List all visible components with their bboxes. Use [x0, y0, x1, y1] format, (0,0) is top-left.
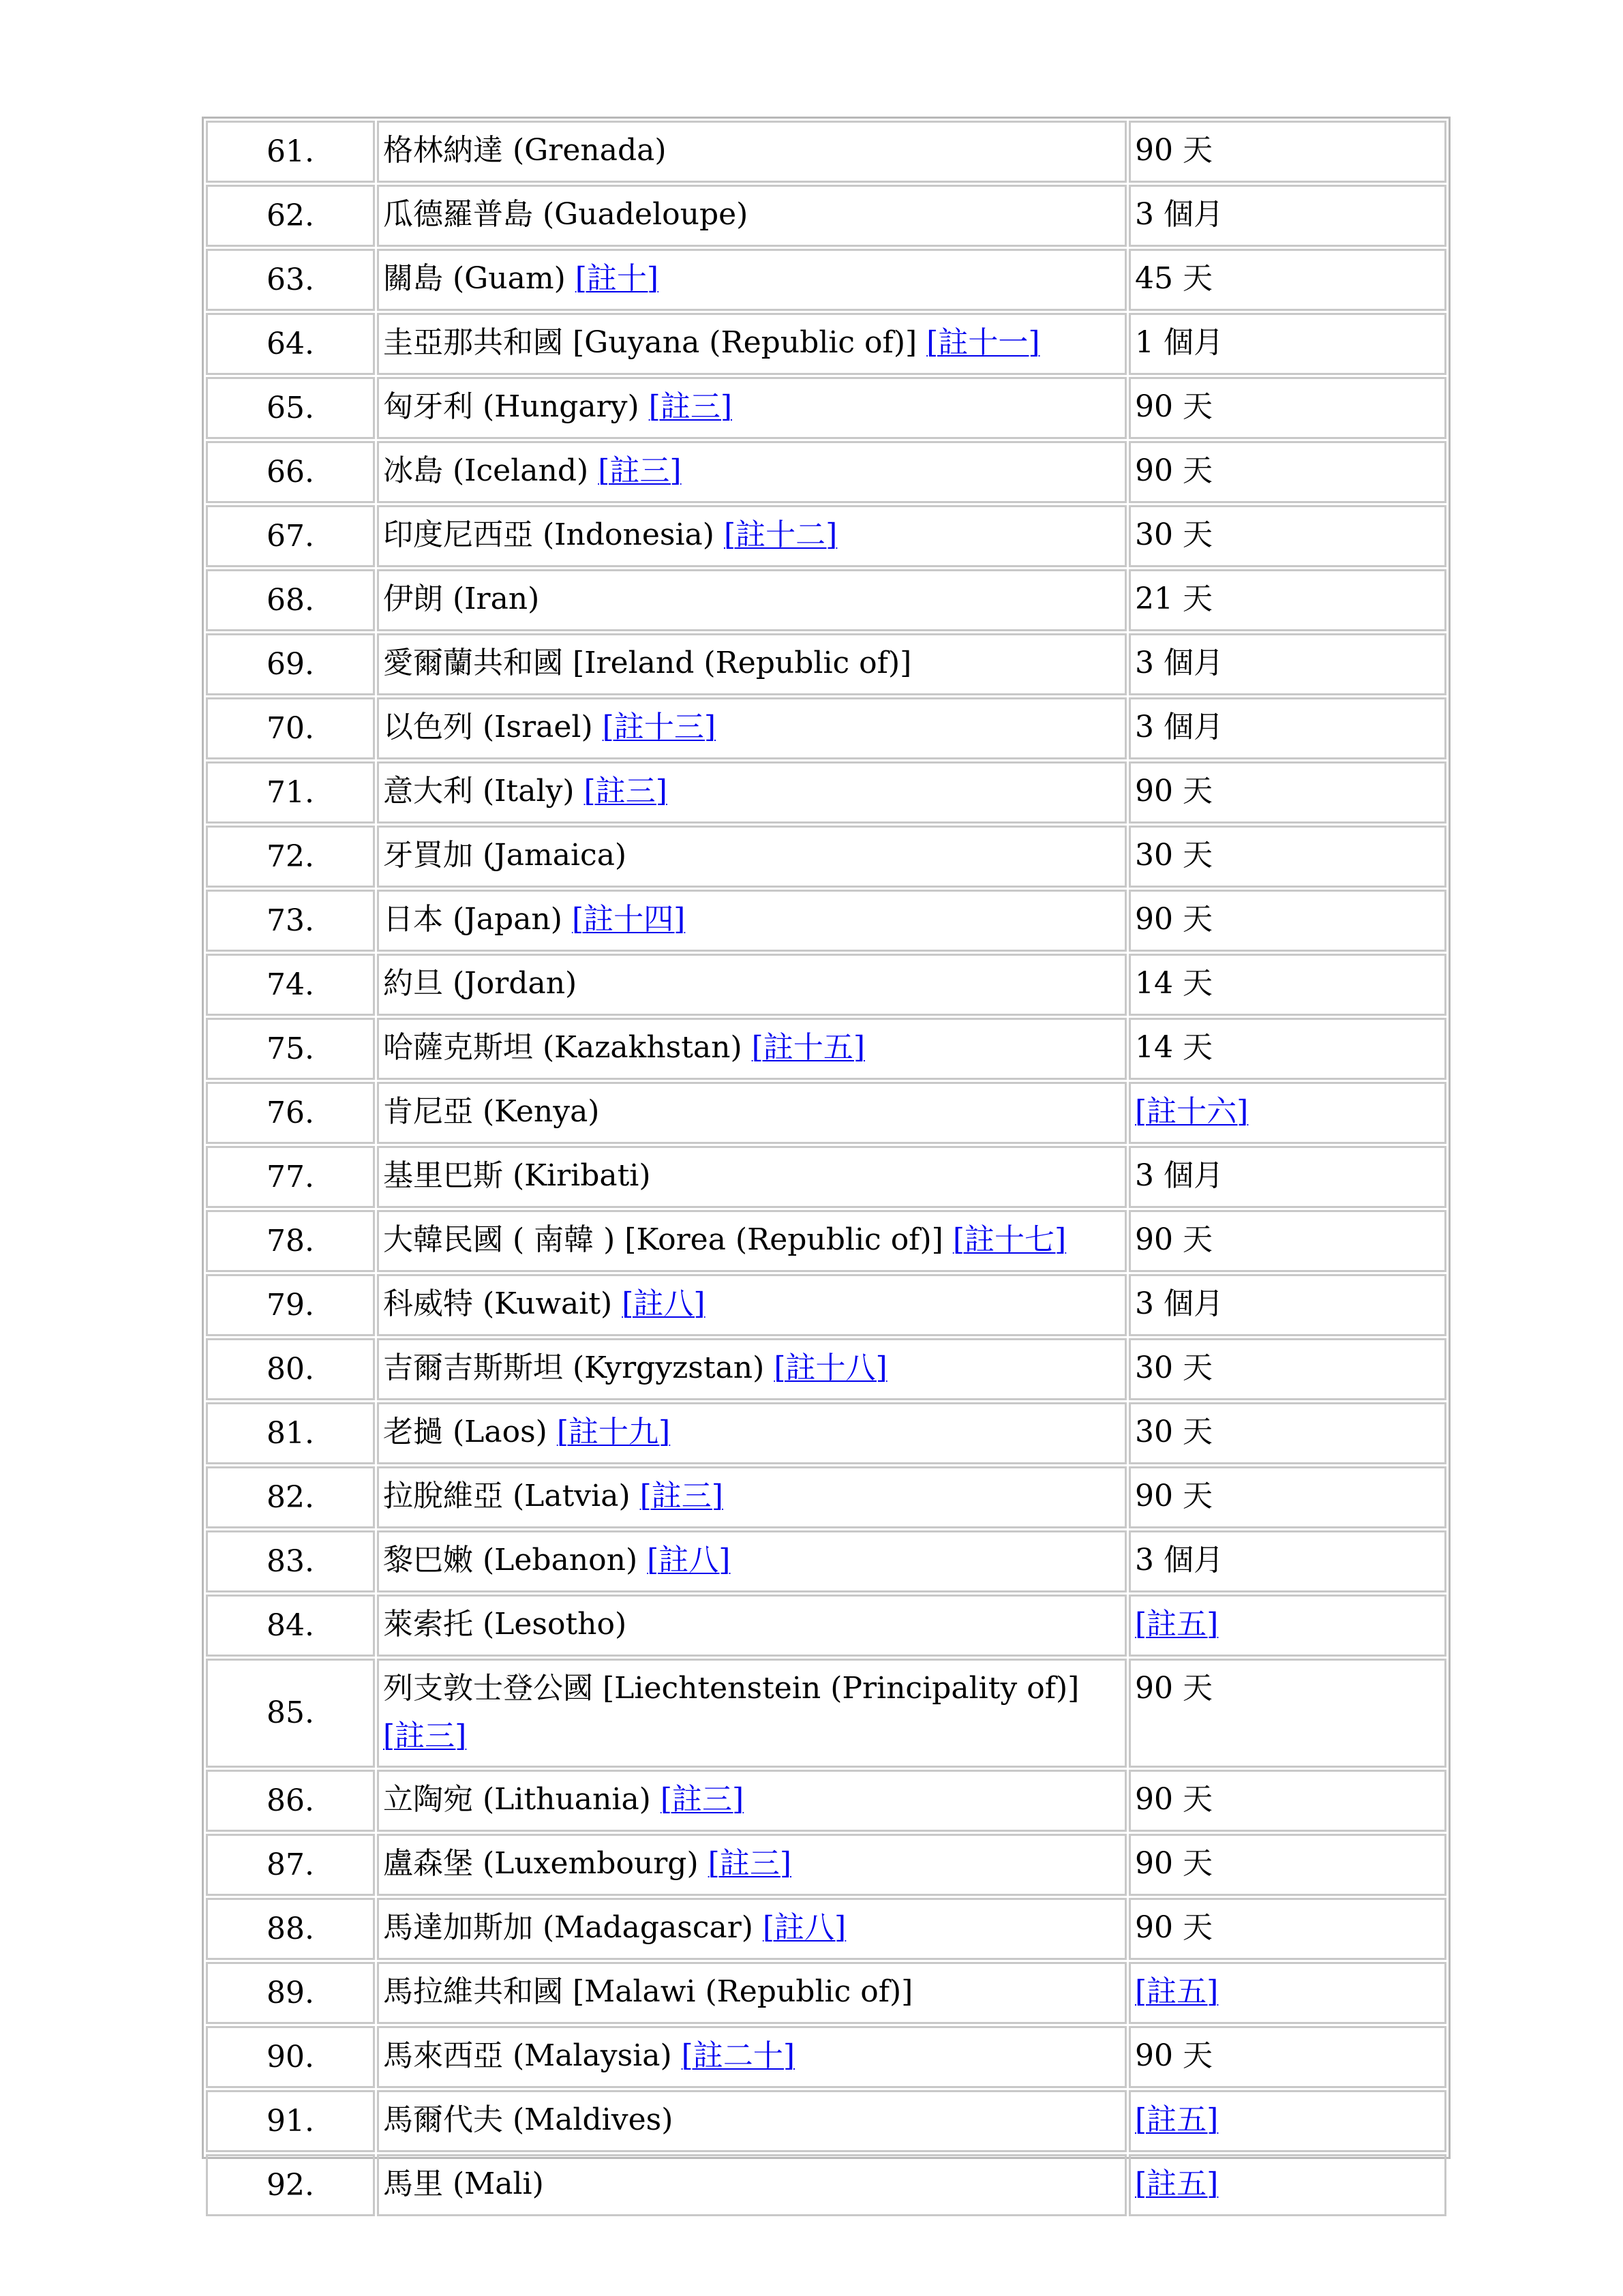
stay-duration: 90 天	[1135, 133, 1213, 168]
stay-duration: 30 天	[1135, 1350, 1213, 1385]
stay-duration-cell	[1129, 633, 1446, 695]
row-number: 75.	[206, 1018, 375, 1080]
row-number: 91.	[206, 2090, 375, 2152]
table-row	[206, 505, 1446, 567]
stay-note-link[interactable]: [註五]	[1135, 1974, 1219, 2009]
row-number: 64.	[206, 313, 375, 375]
table-row	[206, 1898, 1446, 1960]
row-number: 61.	[206, 121, 375, 183]
table-row	[206, 697, 1446, 759]
country-cell	[377, 313, 1127, 375]
country-name: 日本 (Japan)	[383, 902, 562, 937]
note-link[interactable]: [註十七]	[952, 1222, 1067, 1257]
country-name: 大韓民國 ( 南韓 ) [Korea (Republic of)]	[383, 1222, 943, 1257]
stay-duration: 1 個月	[1135, 325, 1224, 360]
stay-duration-cell	[1129, 1659, 1446, 1768]
country-cell	[377, 1402, 1127, 1464]
note-link[interactable]: [註三]	[598, 453, 682, 488]
country-name: 馬里 (Mali)	[383, 2166, 544, 2201]
row-number: 78.	[206, 1210, 375, 1272]
table-row	[206, 313, 1446, 375]
row-number: 90.	[206, 2026, 375, 2088]
stay-duration-cell	[1129, 313, 1446, 375]
row-number: 65.	[206, 377, 375, 439]
stay-duration: 90 天	[1135, 1782, 1213, 1817]
row-number: 88.	[206, 1898, 375, 1960]
note-link[interactable]: [註八]	[647, 1543, 731, 1577]
country-name: 基里巴斯 (Kiribati)	[383, 1158, 651, 1193]
table-row	[206, 121, 1446, 183]
country-cell	[377, 954, 1127, 1016]
note-link[interactable]: [註三]	[660, 1782, 744, 1817]
table-row	[206, 1770, 1446, 1832]
country-name: 瓜德羅普島 (Guadeloupe)	[383, 197, 748, 232]
country-cell	[377, 1898, 1127, 1960]
stay-duration-cell	[1129, 761, 1446, 824]
table-row	[206, 2154, 1446, 2216]
row-number: 63.	[206, 249, 375, 311]
country-cell	[377, 569, 1127, 631]
stay-duration-cell	[1129, 1898, 1446, 1960]
table-row	[206, 1018, 1446, 1080]
country-cell	[377, 1274, 1127, 1336]
stay-duration-cell	[1129, 1082, 1446, 1144]
stay-duration-cell	[1129, 1466, 1446, 1528]
country-cell	[377, 761, 1127, 824]
row-number: 82.	[206, 1466, 375, 1528]
country-name: 老撾 (Laos)	[383, 1415, 547, 1449]
stay-duration-cell	[1129, 2026, 1446, 2088]
country-cell	[377, 826, 1127, 888]
country-name: 約旦 (Jordan)	[383, 966, 577, 1001]
stay-duration: 90 天	[1135, 453, 1213, 488]
row-number: 80.	[206, 1338, 375, 1400]
stay-duration: 90 天	[1135, 1846, 1213, 1881]
table-row	[206, 1082, 1446, 1144]
row-number: 72.	[206, 826, 375, 888]
stay-duration-cell	[1129, 1210, 1446, 1272]
stay-duration-cell	[1129, 1962, 1446, 2024]
row-number: 84.	[206, 1595, 375, 1657]
stay-duration: 30 天	[1135, 517, 1213, 552]
note-link[interactable]: [註三]	[648, 389, 732, 424]
country-cell	[377, 2154, 1127, 2216]
stay-duration: 90 天	[1135, 389, 1213, 424]
stay-duration: 30 天	[1135, 838, 1213, 873]
stay-duration-cell	[1129, 1274, 1446, 1336]
country-cell	[377, 377, 1127, 439]
note-link[interactable]: [註三]	[583, 774, 667, 809]
row-number: 70.	[206, 697, 375, 759]
note-link[interactable]: [註八]	[762, 1910, 847, 1945]
country-cell	[377, 1338, 1127, 1400]
country-name: 關島 (Guam)	[383, 261, 566, 296]
stay-duration-cell	[1129, 249, 1446, 311]
row-number: 81.	[206, 1402, 375, 1464]
stay-duration-cell	[1129, 1338, 1446, 1400]
country-name: 拉脫維亞 (Latvia)	[383, 1479, 631, 1513]
stay-duration-cell	[1129, 441, 1446, 503]
stay-duration: 3 個月	[1135, 1543, 1224, 1577]
country-cell	[377, 1210, 1127, 1272]
country-name: 馬達加斯加 (Madagascar)	[383, 1910, 753, 1945]
table-row	[206, 890, 1446, 952]
note-link[interactable]: [註十四]	[571, 902, 686, 937]
row-number: 67.	[206, 505, 375, 567]
stay-duration-cell	[1129, 2090, 1446, 2152]
note-link[interactable]: [註十三]	[602, 710, 716, 744]
country-name: 哈薩克斯坦 (Kazakhstan)	[383, 1030, 742, 1065]
country-cell	[377, 697, 1127, 759]
stay-note-link[interactable]: [註十六]	[1135, 1094, 1249, 1129]
row-number: 86.	[206, 1770, 375, 1832]
stay-duration: 90 天	[1135, 1222, 1213, 1257]
table-row	[206, 1962, 1446, 2024]
table-row	[206, 633, 1446, 695]
row-number: 76.	[206, 1082, 375, 1144]
note-link[interactable]: [註十]	[575, 261, 659, 296]
stay-duration-cell	[1129, 377, 1446, 439]
table-row	[206, 441, 1446, 503]
stay-duration: 3 個月	[1135, 1286, 1224, 1321]
table-row	[206, 954, 1446, 1016]
country-cell	[377, 249, 1127, 311]
stay-note-link[interactable]: [註五]	[1135, 2102, 1219, 2137]
country-cell	[377, 1770, 1127, 1832]
stay-duration-cell	[1129, 1595, 1446, 1657]
stay-duration: 90 天	[1135, 2038, 1213, 2073]
stay-duration: 3 個月	[1135, 710, 1224, 744]
stay-duration: 3 個月	[1135, 646, 1224, 680]
country-cell	[377, 441, 1127, 503]
country-name: 肯尼亞 (Kenya)	[383, 1094, 600, 1129]
stay-duration-cell	[1129, 185, 1446, 247]
stay-duration: 14 天	[1135, 1030, 1213, 1065]
stay-duration-cell	[1129, 954, 1446, 1016]
country-name: 匈牙利 (Hungary)	[383, 389, 639, 424]
table-row	[206, 1595, 1446, 1657]
stay-duration: 14 天	[1135, 966, 1213, 1001]
table-row	[206, 1659, 1446, 1768]
row-number: 77.	[206, 1146, 375, 1208]
stay-duration: 90 天	[1135, 1479, 1213, 1513]
stay-duration-cell	[1129, 697, 1446, 759]
stay-duration-cell	[1129, 826, 1446, 888]
note-link[interactable]: [註十二]	[723, 517, 838, 552]
country-cell	[377, 1659, 1127, 1768]
stay-duration: 90 天	[1135, 1671, 1213, 1706]
country-name: 意大利 (Italy)	[383, 774, 575, 809]
row-number: 66.	[206, 441, 375, 503]
row-number: 85.	[206, 1659, 375, 1768]
table-row	[206, 2090, 1446, 2152]
table-row	[206, 1530, 1446, 1592]
table-row	[206, 569, 1446, 631]
row-number: 74.	[206, 954, 375, 1016]
country-cell	[377, 890, 1127, 952]
table-row	[206, 1146, 1446, 1208]
row-number: 69.	[206, 633, 375, 695]
stay-duration-cell	[1129, 2154, 1446, 2216]
row-number: 92.	[206, 2154, 375, 2216]
row-number: 87.	[206, 1834, 375, 1896]
country-name: 科威特 (Kuwait)	[383, 1286, 613, 1321]
table-row	[206, 1834, 1446, 1896]
country-cell	[377, 505, 1127, 567]
row-number: 73.	[206, 890, 375, 952]
visa-free-table	[202, 117, 1451, 2203]
table-row	[206, 1274, 1446, 1336]
table-row	[206, 377, 1446, 439]
country-name: 馬來西亞 (Malaysia)	[383, 2038, 672, 2073]
country-cell	[377, 1082, 1127, 1144]
row-number: 62.	[206, 185, 375, 247]
stay-duration-cell	[1129, 1530, 1446, 1592]
country-cell	[377, 1530, 1127, 1592]
table-row	[206, 2026, 1446, 2088]
note-link[interactable]: [註二十]	[681, 2038, 795, 2073]
table-row	[206, 185, 1446, 247]
note-link[interactable]: [註十九]	[556, 1415, 671, 1449]
country-name: 格林納達 (Grenada)	[383, 133, 667, 168]
stay-duration: 45 天	[1135, 261, 1213, 296]
country-name: 冰島 (Iceland)	[383, 453, 589, 488]
note-link[interactable]: [註三]	[708, 1846, 791, 1881]
row-number: 79.	[206, 1274, 375, 1336]
table-row	[206, 249, 1446, 311]
stay-note-link[interactable]: [註五]	[1135, 1607, 1219, 1642]
country-name: 伊朗 (Iran)	[383, 581, 540, 616]
country-cell	[377, 1466, 1127, 1528]
note-link[interactable]: [註八]	[622, 1286, 706, 1321]
stay-duration-cell	[1129, 121, 1446, 183]
country-name: 黎巴嫩 (Lebanon)	[383, 1543, 638, 1577]
country-name: 萊索托 (Lesotho)	[383, 1607, 627, 1642]
stay-duration-cell	[1129, 1770, 1446, 1832]
country-name: 立陶宛 (Lithuania)	[383, 1782, 651, 1817]
note-link[interactable]: [註十八]	[774, 1350, 888, 1385]
table-row	[206, 1338, 1446, 1400]
country-cell	[377, 185, 1127, 247]
country-name: 馬爾代夫 (Maldives)	[383, 2102, 673, 2137]
table-row	[206, 761, 1446, 824]
country-cell	[377, 2026, 1127, 2088]
country-cell	[377, 1146, 1127, 1208]
country-name: 印度尼西亞 (Indonesia)	[383, 517, 714, 552]
stay-duration: 21 天	[1135, 581, 1213, 616]
note-link[interactable]: [註三]	[383, 1719, 467, 1753]
country-cell	[377, 1834, 1127, 1896]
stay-duration-cell	[1129, 505, 1446, 567]
stay-duration: 30 天	[1135, 1415, 1213, 1449]
stay-duration-cell	[1129, 569, 1446, 631]
stay-duration: 90 天	[1135, 1910, 1213, 1945]
table-row	[206, 1210, 1446, 1272]
stay-duration-cell	[1129, 1018, 1446, 1080]
note-link[interactable]: [註十五]	[751, 1030, 866, 1065]
stay-duration-cell	[1129, 890, 1446, 952]
table-row	[206, 1402, 1446, 1464]
stay-duration: 3 個月	[1135, 197, 1224, 232]
note-link[interactable]: [註三]	[639, 1479, 723, 1513]
country-name: 馬拉維共和國 [Malawi (Republic of)]	[383, 1974, 913, 2009]
table-row	[206, 826, 1446, 888]
stay-note-link[interactable]: [註五]	[1135, 2166, 1219, 2201]
country-cell	[377, 1962, 1127, 2024]
country-name: 列支敦士登公國 [Liechtenstein (Principality of)]	[383, 1671, 1080, 1706]
country-cell	[377, 2090, 1127, 2152]
stay-duration: 90 天	[1135, 902, 1213, 937]
table-row	[206, 1466, 1446, 1528]
row-number: 68.	[206, 569, 375, 631]
stay-duration-cell	[1129, 1146, 1446, 1208]
country-name: 牙買加 (Jamaica)	[383, 838, 627, 873]
row-number: 71.	[206, 761, 375, 824]
country-name: 盧森堡 (Luxembourg)	[383, 1846, 699, 1881]
country-cell	[377, 633, 1127, 695]
country-cell	[377, 1018, 1127, 1080]
stay-duration-cell	[1129, 1834, 1446, 1896]
country-name: 圭亞那共和國 [Guyana (Republic of)]	[383, 325, 917, 360]
stay-duration-cell	[1129, 1402, 1446, 1464]
country-cell	[377, 121, 1127, 183]
country-name: 愛爾蘭共和國 [Ireland (Republic of)]	[383, 646, 912, 680]
stay-duration: 90 天	[1135, 774, 1213, 809]
country-name: 以色列 (Israel)	[383, 710, 593, 744]
row-number: 83.	[206, 1530, 375, 1592]
country-cell	[377, 1595, 1127, 1657]
country-name: 吉爾吉斯斯坦 (Kyrgyzstan)	[383, 1350, 765, 1385]
row-number: 89.	[206, 1962, 375, 2024]
note-link[interactable]: [註十一]	[926, 325, 1040, 360]
stay-duration: 3 個月	[1135, 1158, 1224, 1193]
